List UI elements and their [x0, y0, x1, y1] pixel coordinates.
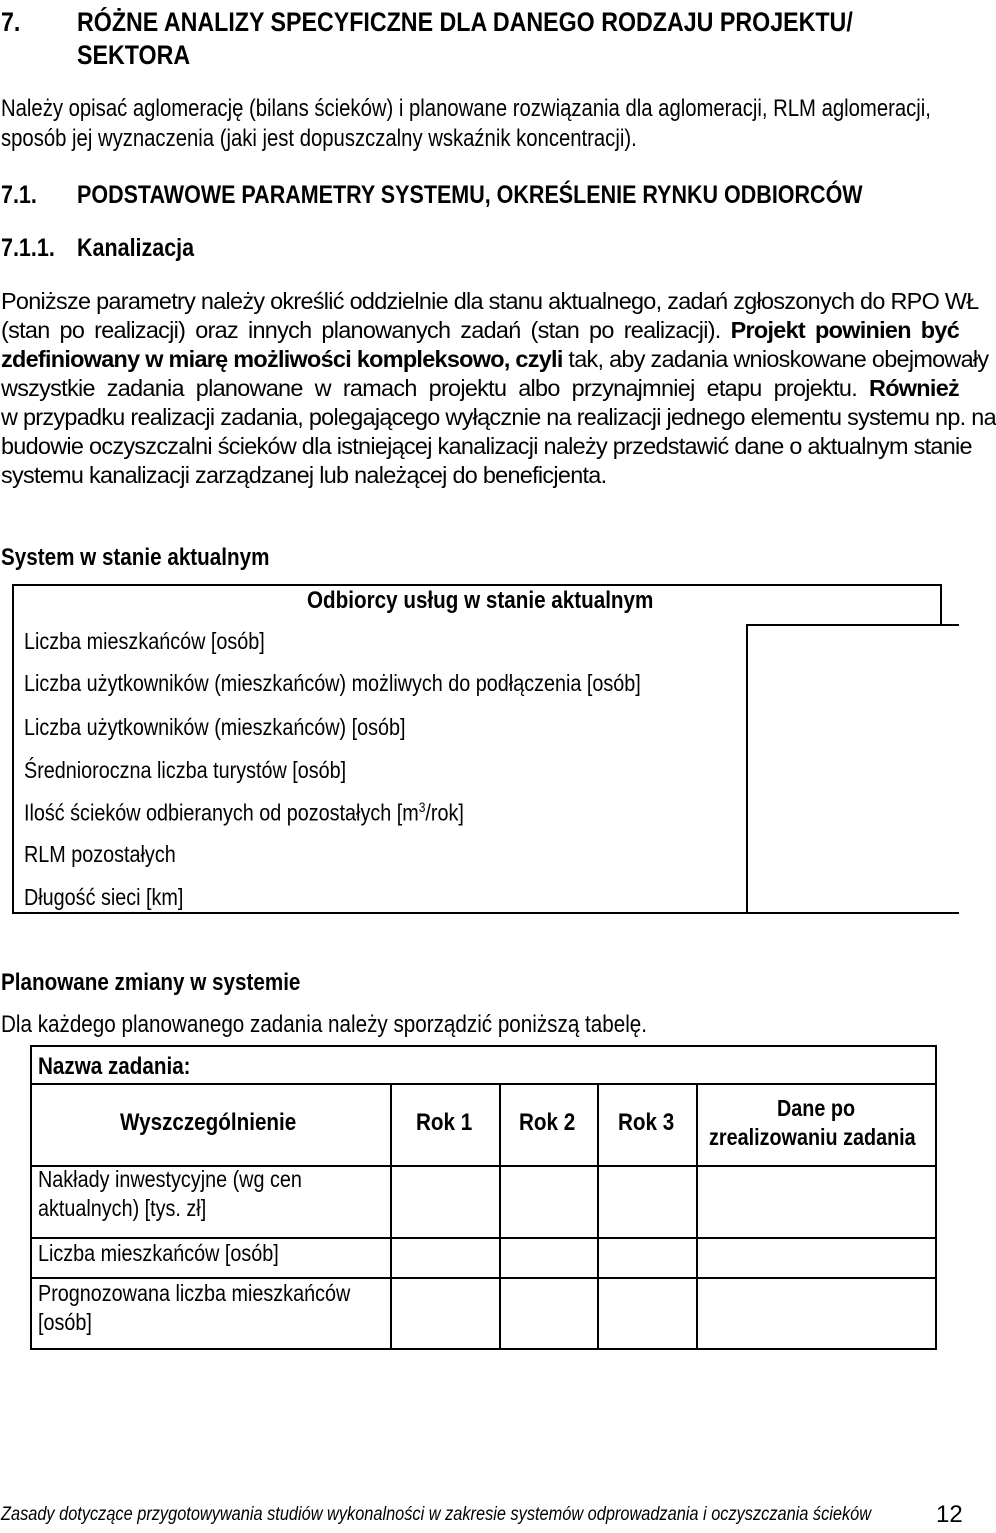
table-border [935, 1045, 937, 1350]
column-header: zrealizowaniu zadania [709, 1124, 916, 1150]
column-header: Wyszczególnienie [120, 1109, 297, 1136]
paragraph-line [1, 374, 959, 403]
current-table-row: Długość sieci [km] [24, 884, 184, 910]
column-header: Dane po [777, 1095, 856, 1121]
current-system-heading: System w stanie aktualnym [1, 544, 270, 571]
subsection-number: 7.1. [1, 181, 37, 209]
table-border [30, 1045, 32, 1350]
intro-line2: sposób jej wyznaczenia (jaki jest dopuszczalny wskaźnik koncentracji). [1, 125, 637, 152]
column-header: Rok 2 [519, 1109, 576, 1136]
subsubsection-title: Kanalizacja [77, 234, 195, 262]
planned-heading: Planowane zmiany w systemie [1, 969, 301, 996]
page-number: 12 [936, 1501, 963, 1528]
table-border [746, 624, 959, 626]
planned-row-label: [osób] [38, 1309, 92, 1335]
paragraph-text: tak, aby zadania wnioskowane obejmowały [562, 346, 989, 372]
column-header: Rok 3 [618, 1109, 675, 1136]
intro-line1: Należy opisać aglomerację (bilans ścieków) i planowane rozwiązania dla aglomeracji, RLM aglomeracji, [1, 95, 931, 122]
row-text: /rok] [425, 799, 464, 826]
paragraph-text: systemu kanalizacji zarządzanej lub należącej do beneficjenta. [1, 462, 607, 488]
task-name-label: Nazwa zadania: [38, 1053, 191, 1080]
section-title-line2: SEKTORA [77, 40, 191, 70]
planned-row-label: aktualnych) [tys. zł] [38, 1195, 207, 1221]
table-border [30, 1083, 937, 1085]
current-table-header: Odbiorcy usług w stanie aktualnym [307, 587, 654, 614]
table-border [390, 1083, 392, 1350]
planned-instruction: Dla każdego planowanego zadania należy sporządzić poniższą tabelę. [1, 1011, 648, 1038]
paragraph-text: w przypadku realizacji zadania, polegającego wyłącznie na realizacji jednego elementu systemu np. na [1, 404, 996, 430]
current-table-row: Liczba użytkowników (mieszkańców) [osób] [24, 714, 406, 740]
table-border [499, 1083, 501, 1350]
paragraph-text: (stan po realizacji) oraz innych planowanych zadań (stan po realizacji). [1, 317, 731, 343]
table-border [30, 1348, 937, 1350]
superscript: 3 [418, 799, 426, 815]
paragraph-bold-text: zdefiniowany w miarę możliwości kompleksowo, czyli [1, 346, 563, 372]
planned-row-label: Liczba mieszkańców [osób] [38, 1240, 279, 1266]
paragraph-line [1, 432, 972, 461]
table-border [30, 1237, 937, 1239]
paragraph-text: Poniższe parametry należy określić oddzielnie dla stanu aktualnego, zadań zgłoszonych do RPO WŁ [1, 288, 979, 314]
column-header: Rok 1 [416, 1109, 473, 1136]
table-border [940, 584, 942, 625]
table-border [12, 584, 14, 914]
planned-row-label: Prognozowana liczba mieszkańców [38, 1280, 351, 1306]
table-border [597, 1083, 599, 1350]
section-title-line1: RÓŻNE ANALIZY SPECYFICZNE DLA DANEGO RODZAJU PROJEKTU/ [77, 7, 853, 37]
subsubsection-number: 7.1.1. [1, 234, 55, 262]
paragraph-line [1, 345, 989, 374]
current-table-row [24, 799, 464, 827]
table-border [696, 1083, 698, 1350]
paragraph-line [1, 287, 979, 316]
table-border [12, 584, 941, 586]
paragraph-line [1, 316, 959, 345]
current-table-row: RLM pozostałych [24, 841, 176, 867]
paragraph-text: wszystkie zadania planowane w ramach projektu albo przynajmniej etapu projektu. [1, 375, 870, 401]
paragraph-text: budowie oczyszczalni ścieków dla istniejącej kanalizacji należy przedstawić dane o aktualnym stanie [1, 433, 972, 459]
body-paragraph [1, 287, 996, 490]
section-number: 7. [1, 7, 21, 37]
row-text: Ilość ścieków odbieranych od pozostałych [m [24, 799, 419, 826]
planned-row-label: Nakłady inwestycyjne (wg cen [38, 1166, 302, 1192]
table-border [746, 624, 748, 914]
current-table-row: Średnioroczna liczba turystów [osób] [24, 757, 347, 783]
table-border [30, 1045, 937, 1047]
current-table-row: Liczba użytkowników (mieszkańców) możliwych do podłączenia [osób] [24, 670, 641, 696]
subsection-title: PODSTAWOWE PARAMETRY SYSTEMU, OKREŚLENIE RYNKU ODBIORCÓW [77, 181, 863, 209]
paragraph-line [1, 461, 959, 490]
paragraph-line [1, 403, 996, 432]
table-border [30, 1277, 937, 1279]
paragraph-bold-text: Również [869, 375, 959, 401]
footer-text: Zasady dotyczące przygotowywania studiów wykonalności w zakresie systemów odprowadzania i oczyszczania ścieków [1, 1504, 872, 1525]
current-table-row: Liczba mieszkańców [osób] [24, 628, 265, 654]
table-border [12, 912, 959, 914]
paragraph-bold-text: Projekt powinien być [730, 317, 960, 343]
